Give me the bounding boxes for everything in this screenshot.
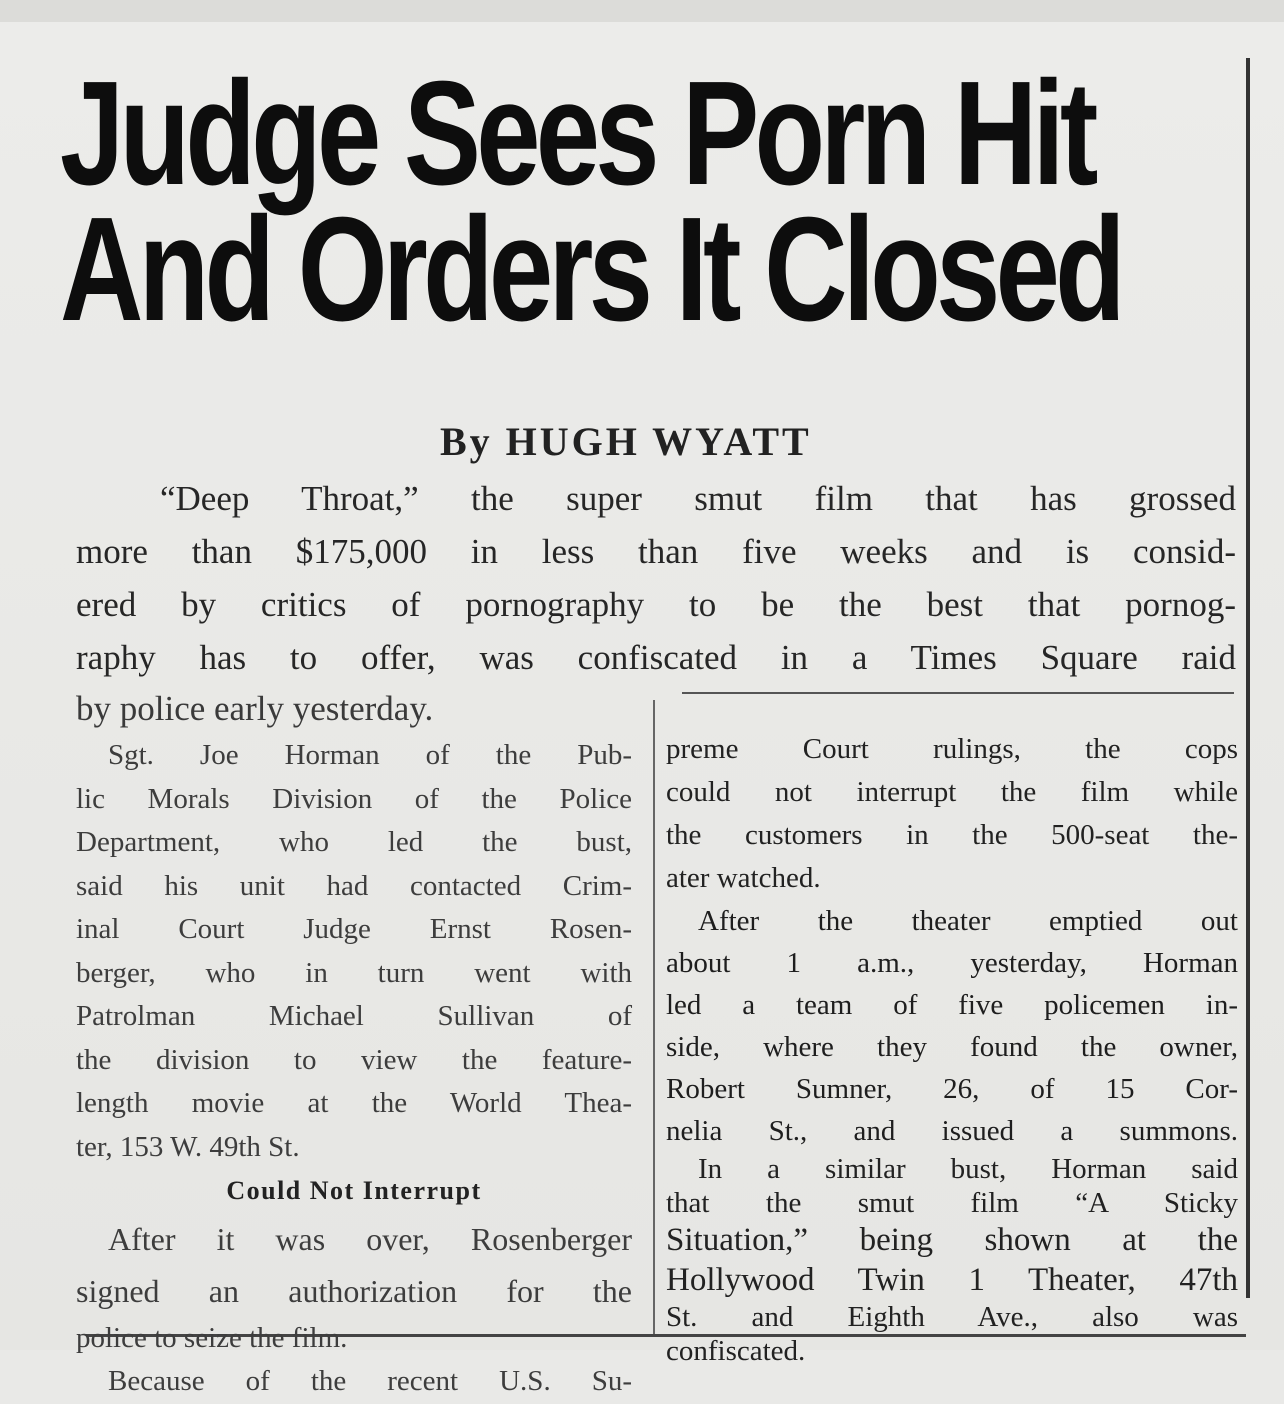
left-paragraph-3 [76,1360,632,1404]
text-line: Situation,” being shown at the [666,1222,1238,1258]
lead-paragraph [76,472,1236,684]
text-line: side, where they found the owner, [666,1031,1238,1063]
text-line: St. and Eighth Ave., also was [666,1301,1238,1333]
lead-line: more than $175,000 in less than five weeks and is consid- [76,532,1236,571]
column-border-right [1246,58,1250,1298]
column-rule-horizontal [682,692,1234,694]
lead-line: ered by critics of pornography to be the best that pornog- [76,585,1236,624]
byline: By HUGH WYATT [440,419,812,464]
text-line: that the smut film “A Sticky [666,1187,1238,1219]
text-line: police to seize the film. [76,1321,348,1354]
lead-line: “Deep Throat,” the super smut film that has grossed [160,479,1236,518]
text-line: berger, who in turn went with [76,956,632,989]
headline-line-1: Judge Sees Porn Hit [60,51,1094,216]
text-line: said his unit had contacted Crim- [76,869,632,902]
text-line: inal Court Judge Ernst Rosen- [76,913,632,945]
text-line: ater watched. [666,862,821,894]
text-line: could not interrupt the film while [666,776,1238,808]
text-line: ter, 153 W. 49th St. [76,1130,300,1163]
right-paragraph-1 [666,728,1238,900]
left-column [76,734,632,1404]
text-line: Because of the recent U.S. Su- [108,1365,632,1397]
text-line: In a similar bust, Horman said [698,1153,1238,1185]
text-line: about 1 a.m., yesterday, Horman [666,947,1238,979]
text-line: the division to view the feature- [76,1043,632,1076]
right-paragraph-3 [666,1152,1238,1368]
text-line: preme Court rulings, the cops [666,733,1238,765]
subhead: Could Not Interrupt [226,1176,482,1205]
right-paragraph-2 [666,900,1238,1152]
text-line: length movie at the World Thea- [76,1087,632,1119]
text-line: nelia St., and issued a summons. [666,1115,1238,1147]
text-line: signed an authorization for the [76,1272,632,1309]
right-column [666,728,1238,1368]
left-paragraph-1 [76,734,632,1169]
top-margin-strip [0,0,1284,22]
text-line: led a team of five policemen in- [666,989,1238,1021]
text-line: Sgt. Joe Horman of the Pub- [108,739,632,771]
column-rule-vertical [653,700,655,1334]
text-line: After the theater emptied out [698,905,1238,937]
text-line: After it was over, Rosenberger [108,1220,632,1257]
text-line: Hollywood Twin 1 Theater, 47th [666,1262,1238,1298]
lead-line: raphy has to offer, was confiscated in a Times Square raid [76,638,1236,677]
left-paragraph-2 [76,1213,632,1361]
text-line: lic Morals Division of the Police [76,782,632,815]
headline-line-2: And Orders It Closed [60,187,1121,352]
text-line: confiscated. [666,1335,806,1367]
text-line: Robert Sumner, 26, of 15 Cor- [666,1073,1238,1105]
text-line: Department, who led the bust, [76,826,632,858]
headline [60,51,1121,352]
text-line: the customers in the 500-seat the- [666,819,1238,851]
text-line: Patrolman Michael Sullivan of [76,1000,632,1032]
lead-line-last: by police early yesterday. [76,689,434,728]
